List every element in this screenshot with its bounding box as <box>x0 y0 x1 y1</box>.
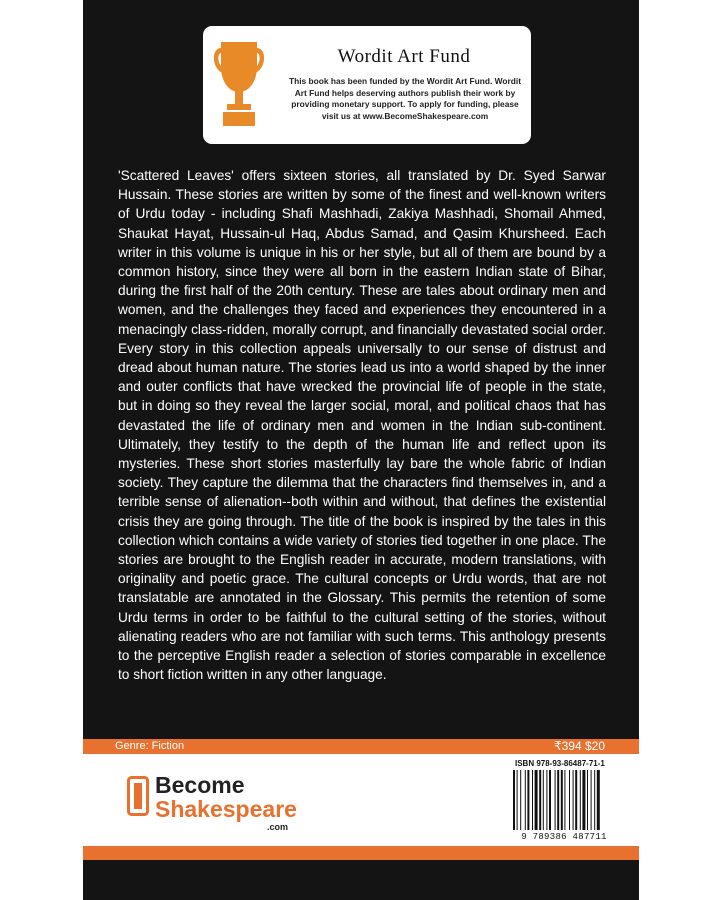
fund-description: This book has been funded by the Wordit Art Fund. Wordit Art Fund helps deserving authors publish their work by providing monetary support. To apply for funding, please visit us at www.BecomeShakespeare.com <box>288 76 521 121</box>
publisher-logo <box>127 772 347 838</box>
logo-word-become: Become <box>155 772 245 798</box>
genre-price-bar <box>83 739 639 754</box>
price-label: ₹394 $20 <box>553 739 605 753</box>
isbn-barcode-block <box>511 759 617 843</box>
fund-title: Wordit Art Fund <box>337 46 471 67</box>
fund-badge <box>203 26 531 144</box>
barcode <box>511 770 617 830</box>
bottom-accent-bar <box>83 846 639 860</box>
barcode-digits: 9 789386 487711 <box>521 832 607 842</box>
logo-word-shakespeare: Shakespeare <box>155 796 297 822</box>
book-blurb: 'Scattered Leaves' offers sixteen stories, all translated by Dr. Syed Sarwar Hussain. These stories are written by some of the finest and well-known writers of Urdu today - including Shafi Mashhadi, Zakiya Mashhadi, Shomail Ahmed, Shaukat Hayat, Hussain-ul Haq, Abdus Samad, and Qasim Khursheed. Each writer in this volume is unique in his or her style, but all of them are bound by a common history, since they were all born in the eastern Indian state of Bihar, during the first half of the 20th century. These are tales about ordinary men and women, and the challenges they faced and experiences they encountered in a menacingly class-ridden, morally corrupt, and financially devastated social order. Every story in this collection appeals universally to our sense of distrust and dread about human nature. The stories lead us into a world shaped by the inner and outer conflicts that have wrecked the provincial life of people in the state, but in doing so they reveal the larger social, moral, and political chaos that has devastated the life of ordinary men and women in the Indian sub-continent. Ultimately, they testify to the depth of the human life and reflect upon its mysteries. These short stories masterfully lay bare the whole fabric of Indian society. They capture the dilemma that the characters find themselves in, and a terrible sense of alienation--both within and without, that defines the existential crisis they are going through. The title of the book is inspired by the tales in this collection which contains a wide variety of stories tied together in one place. The stories are brought to the English reader in accurate, modern translations, with originality and poetic grace. The cultural concepts or Urdu words, that are not translatable are annotated in the Glossary. This permits the retention of some Urdu terms in order to be faithful to the cultural setting of the stories, without alienating readers who are not familiar with such terms. This anthology presents to the perceptive English reader a selection of stories comparable in excellence to short fiction written in any other language. <box>118 168 606 683</box>
logo-domain: .com <box>267 822 289 832</box>
book-logo-icon <box>127 776 149 816</box>
publisher-panel <box>83 754 639 846</box>
back-cover <box>83 0 639 900</box>
isbn-label: ISBN 978-93-86487-71-1 <box>515 759 605 768</box>
trophy-icon <box>209 36 269 132</box>
genre-label: Genre: Fiction <box>115 740 185 752</box>
